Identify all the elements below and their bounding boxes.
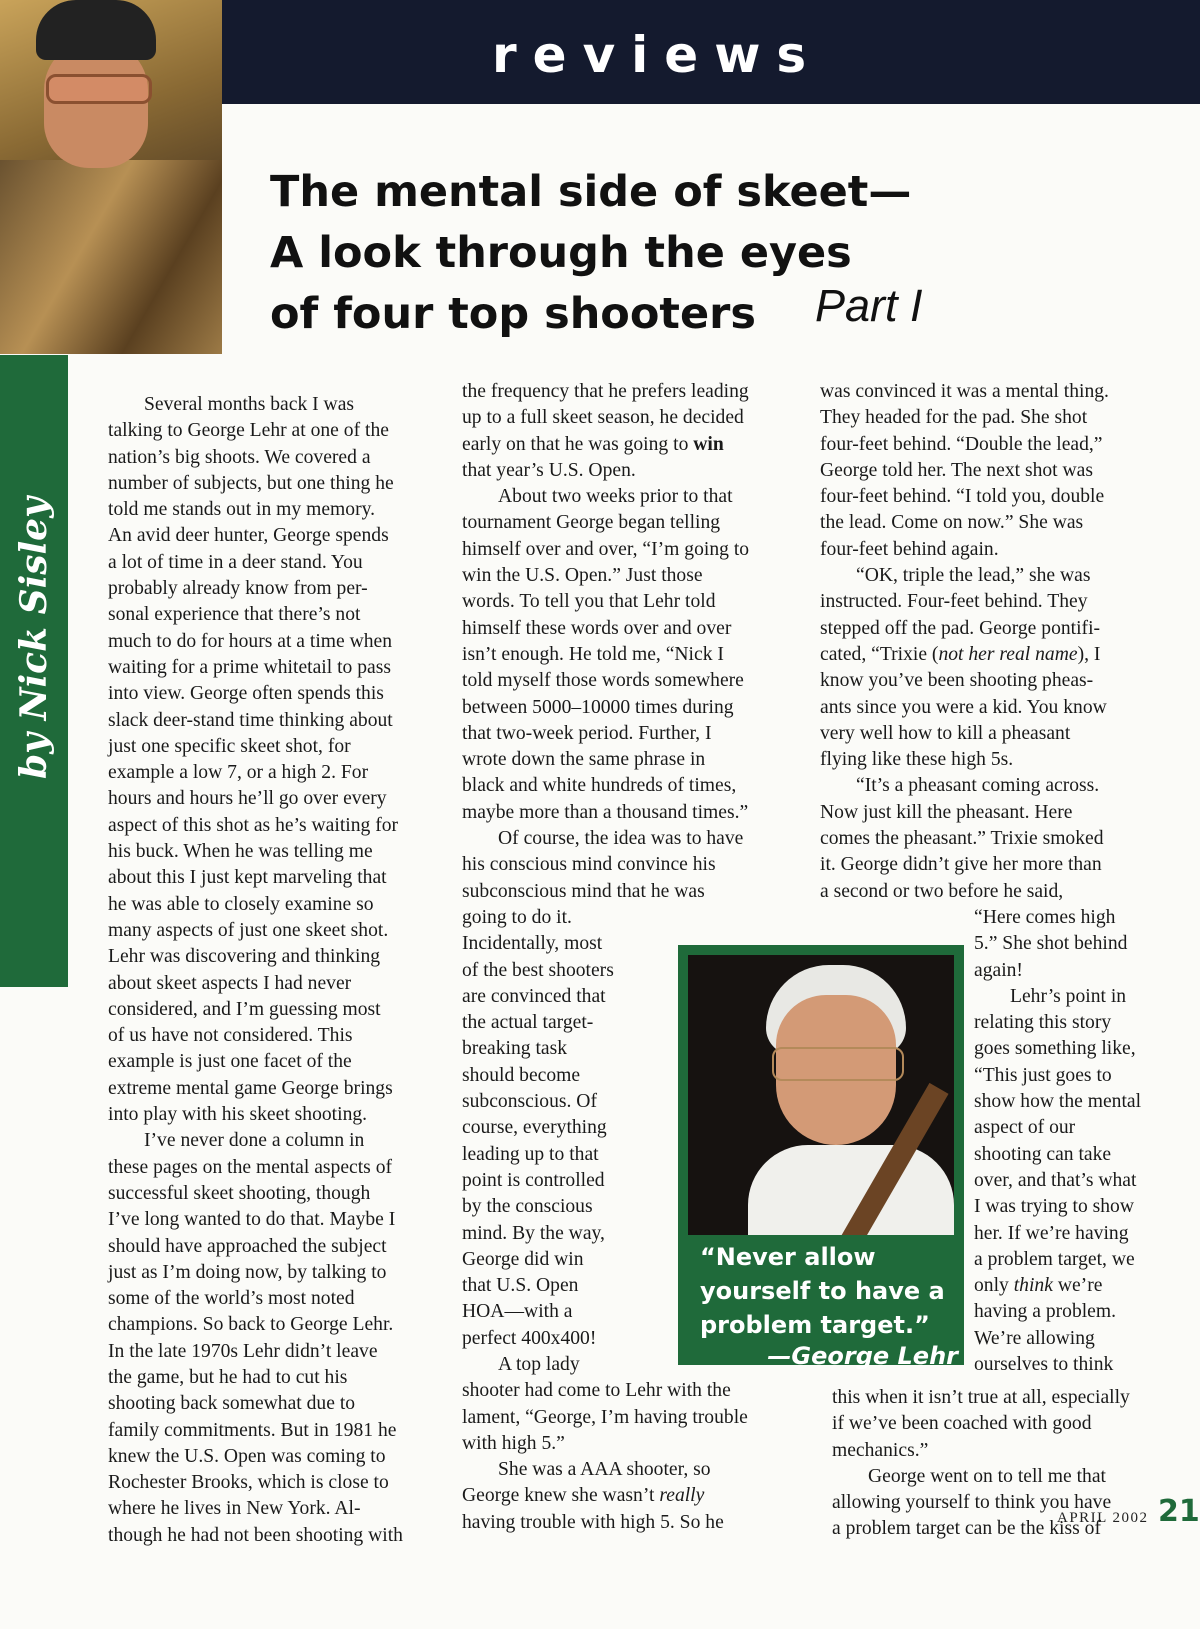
body-text-line: very well how to kill a pheasant: [820, 722, 1071, 744]
body-text-line: again!: [974, 959, 1023, 981]
body-text-line: was convinced it was a mental thing.: [820, 381, 1109, 402]
body-text-line: a problem target can be the kiss of: [832, 1518, 1101, 1540]
body-text-line: flying like these high 5s.: [820, 749, 1014, 771]
body-text-line: subconscious mind that he was: [462, 880, 705, 902]
body-text-line: subconscious. Of: [462, 1091, 597, 1113]
body-text-line: four-feet behind. “Double the lead,”: [820, 433, 1103, 455]
body-text-line: allowing yourself to think you have: [832, 1492, 1112, 1514]
body-text-line: four-feet behind again.: [820, 538, 999, 560]
body-text-line: four-feet behind. “I told you, double: [820, 486, 1105, 508]
body-text-line: tournament George began telling: [462, 512, 721, 534]
body-text-line: champions. So back to George Lehr.: [108, 1314, 394, 1336]
pull-quote-box: [678, 945, 964, 1370]
body-text-line: goes something like,: [974, 1038, 1136, 1060]
body-text-line: nation’s big shoots. We covered a: [108, 446, 371, 468]
body-text-line: relating this story: [974, 1012, 1112, 1034]
body-text-line: his conscious mind convince his: [462, 854, 716, 876]
body-text-line: ourselves to think: [974, 1354, 1114, 1376]
headline-line: of four top shooters: [270, 289, 756, 339]
body-text-line: sonal experience that there’s not: [108, 604, 361, 626]
body-text-line: should become: [462, 1064, 581, 1086]
body-text-line: mind. By the way,: [462, 1222, 605, 1244]
body-text-line: that U.S. Open: [462, 1275, 579, 1297]
section-header-bar: [222, 0, 1200, 104]
body-text-line: In the late 1970s Lehr didn’t leave: [108, 1340, 378, 1362]
body-text-line: words. To tell you that Lehr told: [462, 591, 716, 613]
body-text-line: HOA—with a: [462, 1301, 573, 1323]
body-text-line: About two weeks prior to that: [498, 486, 733, 508]
body-text-line: the lead. Come on now.” She was: [820, 512, 1084, 534]
body-text-line: about this I just kept marveling that: [108, 867, 387, 889]
body-text-line: the actual target-: [462, 1012, 594, 1034]
body-text-line: a lot of time in a deer stand. You: [108, 551, 363, 573]
body-text-line: family commitments. But in 1981 he: [108, 1419, 397, 1441]
body-text-line: course, everything: [462, 1117, 607, 1139]
article-column-3-wrap: [974, 905, 1189, 1378]
body-text-line: example is just one facet of the: [108, 1051, 352, 1073]
body-text-line: it. George didn’t give her more than: [820, 854, 1102, 876]
body-text-line: much to do for hours at a time when: [108, 630, 393, 652]
body-text-line: maybe more than a thousand times.”: [462, 801, 749, 823]
body-text-line: George went on to tell me that: [868, 1465, 1106, 1487]
body-text-line: probably already know from per-: [108, 578, 368, 600]
body-text-line: Now just kill the pheasant. Here: [820, 801, 1073, 823]
body-text-line: George did win: [462, 1248, 584, 1270]
body-text-line: he was able to closely examine so: [108, 893, 374, 915]
body-text-line: the game, but he had to cut his: [108, 1366, 348, 1388]
body-text-line: these pages on the mental aspects of: [108, 1156, 393, 1178]
body-text-line: She was a AAA shooter, so: [498, 1459, 711, 1481]
headline-line: The mental side of skeet—: [270, 167, 912, 217]
author-photo: [0, 0, 222, 354]
body-text-line: her. If we’re having: [974, 1222, 1129, 1244]
pull-quote-attribution: —George Lehr: [767, 1342, 958, 1370]
body-text-line: I’ve never done a column in: [144, 1130, 365, 1152]
body-text-line: though he had not been shooting with: [108, 1524, 403, 1546]
body-text-line: 5.” She shot behind: [974, 933, 1128, 955]
body-text-line: talking to George Lehr at one of the: [108, 420, 389, 442]
page-number: 21: [1158, 1494, 1200, 1529]
body-text-line: told me stands out in my memory.: [108, 499, 376, 521]
body-text-line: into play with his skeet shooting.: [108, 1104, 368, 1126]
body-text-line: Rochester Brooks, which is close to: [108, 1472, 389, 1494]
body-text-line: with high 5.”: [462, 1432, 565, 1454]
body-text-line: between 5000–10000 times during: [462, 696, 734, 718]
body-text-line: the frequency that he prefers leading: [462, 381, 749, 402]
body-text-line: himself over and over, “I’m going to: [462, 538, 750, 560]
body-text-line: shooting back somewhat due to: [108, 1393, 356, 1415]
body-text-line: point is controlled: [462, 1169, 605, 1191]
body-text-line: hours and hours he’ll go over every: [108, 788, 387, 810]
body-text-line: George told her. The next shot was: [820, 459, 1093, 481]
body-text-line: leading up to that: [462, 1143, 599, 1165]
body-text-line: this when it isn’t true at all, especially: [832, 1387, 1130, 1408]
body-text-line: I’ve long wanted to do that. Maybe I: [108, 1209, 396, 1231]
body-text-line: “OK, triple the lead,” she was: [856, 565, 1091, 587]
body-text-line: told myself those words somewhere: [462, 670, 744, 692]
body-text-line: shooting can take: [974, 1143, 1112, 1165]
body-text-line: aspect of our: [974, 1117, 1076, 1139]
body-text-line: having trouble with high 5. So he: [462, 1511, 724, 1533]
part-label: Part I: [815, 280, 923, 331]
body-text-line: himself these words over and over: [462, 617, 732, 639]
body-text-line: George knew she wasn’t really: [462, 1485, 705, 1507]
body-text-line: if we’ve been coached with good: [832, 1413, 1092, 1435]
body-text-line: Lehr was discovering and thinking: [108, 946, 381, 968]
body-text-line: should have approached the subject: [108, 1235, 387, 1257]
body-text-line: example a low 7, or a high 2. For: [108, 762, 369, 784]
body-text-line: just as I’m doing now, by talking to: [108, 1261, 387, 1283]
body-text-line: some of the world’s most noted: [108, 1288, 355, 1310]
body-text-line: many aspects of just one skeet shot.: [108, 919, 389, 941]
body-text-line: a problem target, we: [974, 1248, 1135, 1270]
body-text-line: that year’s U.S. Open.: [462, 459, 636, 481]
body-text-line: considered, and I’m guessing most: [108, 998, 381, 1020]
body-text-line: waiting for a prime whitetail to pass: [108, 656, 391, 678]
body-text-line: where he lives in New York. Al-: [108, 1498, 361, 1520]
body-text-line: a second or two before he said,: [820, 880, 1064, 902]
body-text-line: shooter had come to Lehr with the: [462, 1380, 731, 1402]
body-text-line: An avid deer hunter, George spends: [108, 525, 389, 547]
article-column-3-top: [820, 379, 1180, 905]
body-text-line: that two-week period. Further, I: [462, 722, 712, 744]
body-text-line: only think we’re: [974, 1275, 1103, 1297]
body-text-line: just one specific skeet shot, for: [108, 735, 351, 757]
body-text-line: “This just goes to: [974, 1064, 1112, 1086]
body-text-line: wrote down the same phrase in: [462, 749, 706, 771]
body-text-line: ants since you were a kid. You know: [820, 696, 1107, 718]
body-text-line: of the best shooters: [462, 959, 614, 981]
body-text-line: over, and that’s what: [974, 1169, 1137, 1191]
body-text-line: are convinced that: [462, 985, 606, 1007]
body-text-line: Incidentally, most: [462, 933, 603, 955]
article-column-1: [108, 392, 448, 1549]
body-text-line: number of subjects, but one thing he: [108, 472, 394, 494]
body-text-line: I was trying to show: [974, 1196, 1135, 1218]
byline: by Nick Sisley: [13, 496, 55, 780]
body-text-line: having a problem.: [974, 1301, 1117, 1323]
body-text-line: comes the pheasant.” Trixie smoked: [820, 828, 1104, 850]
body-text-line: isn’t enough. He told me, “Nick I: [462, 643, 724, 665]
body-text-line: Several months back I was: [144, 394, 355, 415]
body-text-line: cated, “Trixie (not her real name), I: [820, 643, 1101, 665]
body-text-line: extreme mental game George brings: [108, 1077, 393, 1099]
body-text-line: mechanics.”: [832, 1439, 929, 1461]
body-text-line: A top lady: [498, 1353, 580, 1375]
headline-line: A look through the eyes: [270, 228, 852, 278]
byline-panel: [0, 355, 68, 987]
body-text-line: aspect of this shot as he’s waiting for: [108, 814, 399, 836]
body-text-line: successful skeet shooting, though: [108, 1182, 371, 1204]
body-text-line: his buck. When he was telling me: [108, 841, 373, 863]
body-text-line: stepped off the pad. George pontifi-: [820, 617, 1101, 639]
body-text-line: “Here comes high: [974, 907, 1116, 928]
body-text-line: breaking task: [462, 1038, 568, 1060]
body-text-line: going to do it.: [462, 906, 572, 928]
body-text-line: “It’s a pheasant coming across.: [856, 775, 1100, 797]
body-text-line: perfect 400x400!: [462, 1327, 597, 1349]
body-text-line: They headed for the pad. She shot: [820, 407, 1088, 429]
section-label: reviews: [492, 26, 823, 84]
body-text-line: win the U.S. Open.” Just those: [462, 565, 703, 587]
body-text-line: by the conscious: [462, 1196, 593, 1218]
body-text-line: knew the U.S. Open was coming to: [108, 1445, 386, 1467]
body-text-line: of us have not considered. This: [108, 1025, 353, 1047]
body-text-line: black and white hundreds of times,: [462, 775, 737, 797]
body-text-line: about skeet aspects I had never: [108, 972, 352, 994]
body-text-line: slack deer-stand time thinking about: [108, 709, 393, 731]
george-lehr-photo: [688, 955, 954, 1235]
body-text-line: We’re allowing: [974, 1327, 1095, 1349]
body-text-line: up to a full skeet season, he decided: [462, 407, 744, 429]
body-text-line: know you’ve been shooting pheas-: [820, 670, 1094, 692]
body-text-line: early on that he was going to win: [462, 433, 724, 455]
body-text-line: show how the mental: [974, 1091, 1142, 1113]
issue-date: APRIL 2002: [1057, 1510, 1149, 1526]
body-text-line: Of course, the idea was to have: [498, 828, 744, 850]
body-text-line: instructed. Four-feet behind. They: [820, 591, 1088, 613]
body-text-line: into view. George often spends this: [108, 683, 384, 705]
body-text-line: Lehr’s point in: [1010, 985, 1127, 1007]
pull-quote-text: “Never allow yourself to have a problem target.”: [700, 1243, 945, 1339]
body-text-line: lament, “George, I’m having trouble: [462, 1406, 748, 1428]
